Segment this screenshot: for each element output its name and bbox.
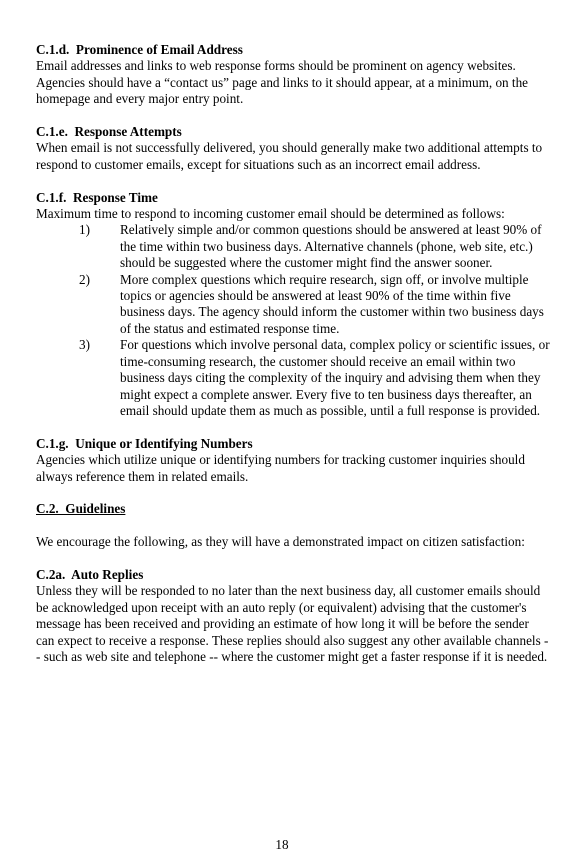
- section-body-c2: We encourage the following, as they will have a demonstrated impact on citizen satisfaction:: [36, 534, 525, 550]
- section-body-c1d: Email addresses and links to web response forms should be prominent on agency websites. Agencies should have a “contact us” page and links to it should appear, at a minimum, on the homepage and every major entry point.: [36, 58, 529, 107]
- list-item-text: More complex questions which require research, sign off, or involve multiple topics or agencies should be answered at least 90% of the time within five business days. The agency should inform the customer within two business days of the status and estimated response time.: [120, 271, 544, 336]
- list-item-text: For questions which involve personal data, complex policy or scientific issues, or time-consuming research, the customer should receive an email within two business days citing the complexity of the inquiry and advising them when they might expect a complete answer. Every five to ten business days thereafter, an email should update them as much as possible, until a full response is provided.: [120, 337, 550, 418]
- section-heading-c2: C.2. Guidelines: [36, 501, 126, 517]
- section-body-c1g: Agencies which utilize unique or identifying numbers for tracking customer inquiries should always reference them in related emails.: [36, 452, 525, 484]
- section-heading-c1e: C.1.e. Response Attempts: [36, 124, 182, 140]
- list-item-text: Relatively simple and/or common questions should be answered at least 90% of the time within two business days. Alternative channels (phone, web site, etc.) should be suggested where the customer might find the answer sooner.: [120, 222, 542, 271]
- section-c1g: [36, 436, 550, 485]
- section-body-c1e: When email is not successfully delivered, you should generally make two additional attempts to respond to customer emails, except for situations such as an incorrect email address.: [36, 140, 543, 172]
- section-heading-c1g: C.1.g. Unique or Identifying Numbers: [36, 435, 253, 451]
- list-item-number: 2): [79, 271, 90, 287]
- list-item: [36, 337, 550, 419]
- list-item-number: 1): [79, 222, 90, 238]
- section-c2a: [36, 567, 550, 665]
- section-c1d: [36, 42, 550, 108]
- page-number: 18: [275, 837, 289, 852]
- document-page: [36, 42, 550, 682]
- list-item: [36, 272, 550, 338]
- list-item-number: 3): [79, 337, 90, 353]
- section-intro-c1f: Maximum time to respond to incoming customer email should be determined as follows:: [36, 206, 505, 222]
- section-heading-c2a: C.2a. Auto Replies: [36, 566, 144, 582]
- section-heading-c1f: C.1.f. Response Time: [36, 189, 158, 205]
- section-body-c2a: Unless they will be responded to no later than the next business day, all customer emails should be acknowledged upon receipt with an auto reply (or equivalent) advising that the customer's message has been received and providing an estimate of how long it will be before the sender can expect to receive a response. These replies should also suggest any other available channels -- such as web site and telephone -- where the customer might get a faster response if it is needed.: [36, 583, 549, 664]
- section-c1e: [36, 124, 550, 173]
- section-heading-c1d: C.1.d. Prominence of Email Address: [36, 42, 243, 57]
- section-c1f: [36, 190, 550, 420]
- response-time-list: [36, 222, 550, 419]
- list-item: [36, 222, 550, 271]
- section-c2: [36, 534, 550, 550]
- section-c2-heading-block: [36, 501, 550, 517]
